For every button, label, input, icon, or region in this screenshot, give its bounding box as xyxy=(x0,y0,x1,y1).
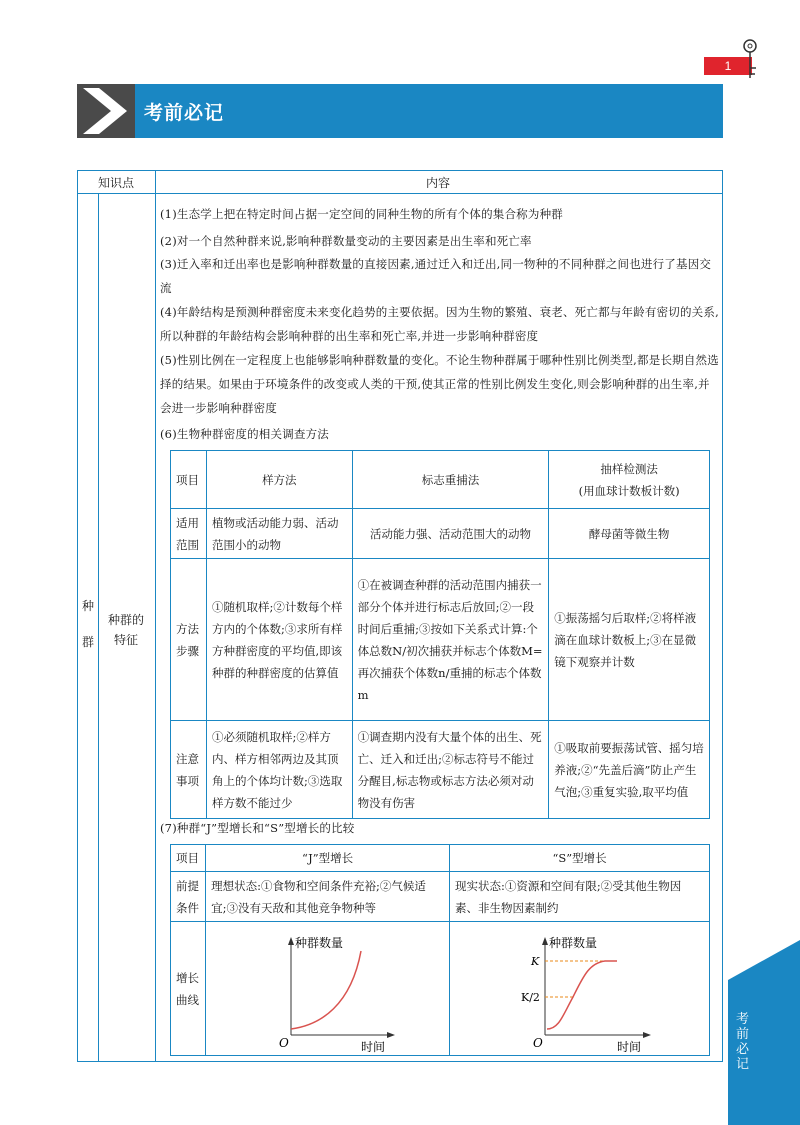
survey-cell-mark: ①调查期内没有大量个体的出生、死亡、迁入和迁出;②标志符号不能过分醒目,标志物或标志方法必须对动物没有伤害 xyxy=(352,721,549,819)
header-divider xyxy=(77,193,723,194)
chevron-right-icon xyxy=(77,84,135,138)
survey-row-label: 适用范围 xyxy=(171,509,207,559)
table-row xyxy=(171,872,710,922)
growth-comparison-table xyxy=(170,844,710,1056)
growth-header-j: “J”型增长 xyxy=(206,845,450,872)
s-origin: O xyxy=(533,1035,543,1050)
banner-title: 考前必记 xyxy=(144,102,225,124)
paragraph-5: (5)性别比例在一定程度上也能够影响种群数量的变化。不论生物种群属于哪种性别比例类型,都是长期自然选择的结果。如果由于环境条件的改变或人类的干预,使其正常的性别比例发生变化,则会影响种群的出生率,并会进一步影响种群密度 xyxy=(160,353,719,415)
s-curve-line xyxy=(547,961,617,1029)
survey-row-label: 注意事项 xyxy=(171,721,207,819)
growth-header-s: “S”型增长 xyxy=(450,845,710,872)
survey-cell-quadrat: 植物或活动能力弱、活动范围小的动物 xyxy=(206,509,352,559)
paragraph-2: (2)对一个自然种群来说,影响种群数量变动的主要因素是出生率和死亡率 xyxy=(160,234,532,248)
survey-cell-sample: ①振荡摇匀后取样;②将样液滴在血球计数板上;③在显微镜下观察并计数 xyxy=(549,559,710,721)
j-curve-line xyxy=(291,951,361,1029)
j-curve-cell xyxy=(206,922,450,1056)
survey-row-label: 方法步骤 xyxy=(171,559,207,721)
growth-cell-premise-s: 现实状态:①资源和空间有限;②受其他生物因素、非生物因素制约 xyxy=(450,872,710,922)
survey-header-quadrat: 样方法 xyxy=(206,451,352,509)
survey-cell-mark: 活动能力强、活动范围大的动物 xyxy=(352,509,549,559)
header-content: 内容 xyxy=(426,176,451,190)
growth-header-item: 项目 xyxy=(171,845,206,872)
survey-cell-sample: ①吸取前要振荡试管、摇匀培养液;②“先盖后滴”防止产生气泡;③重复实验,取平均值 xyxy=(549,721,710,819)
table-row xyxy=(171,451,710,509)
table-row xyxy=(171,721,710,819)
s-k-label: K xyxy=(531,954,540,968)
s-xlabel: 时间 xyxy=(617,1039,642,1053)
survey-header-mark-recapture: 标志重捕法 xyxy=(352,451,549,509)
category-col-divider xyxy=(98,193,99,1062)
s-curve-graph xyxy=(455,925,703,1053)
paragraph-3: (3)迁入率和迁出率也是影响种群数量的直接因素,通过迁入和迁出,同一物种的不同种群之间也进行了基因交流 xyxy=(160,257,712,295)
s-curve-cell xyxy=(450,922,710,1056)
survey-cell-sample: 酵母菌等微生物 xyxy=(549,509,710,559)
header-col-divider xyxy=(155,170,156,193)
table-row xyxy=(171,845,710,872)
paragraph-1: (1)生态学上把在特定时间占据一定空间的同种生物的所有个体的集合称为种群 xyxy=(160,207,563,221)
topic-label: 种群的特征 xyxy=(107,613,144,647)
j-ylabel: 种群数量 xyxy=(295,935,344,950)
header-knowledge-point: 知识点 xyxy=(98,176,135,190)
survey-methods-table xyxy=(170,450,710,819)
key-icon xyxy=(738,38,768,82)
j-origin: O xyxy=(279,1035,289,1050)
survey-cell-mark: ①在被调查种群的活动范围内捕获一部分个体并进行标志后放回;②一段时间后重捕;③按如下关系式计算:个体总数N/初次捕获并标志个体数M=再次捕获个体数n/重捕的标志个体数m xyxy=(352,559,549,721)
table-row xyxy=(171,559,710,721)
j-xlabel: 时间 xyxy=(361,1039,386,1053)
growth-row-label: 前提条件 xyxy=(171,872,206,922)
survey-header-item: 项目 xyxy=(171,451,207,509)
j-curve-graph xyxy=(211,925,443,1053)
survey-cell-quadrat: ①随机取样;②计数每个样方内的个体数;③求所有样方种群密度的平均值,即该种群的种群密度的估算值 xyxy=(206,559,352,721)
s-k2-label: K/2 xyxy=(521,990,540,1004)
paragraph-4: (4)年龄结构是预测种群密度未来变化趋势的主要依据。因为生物的繁殖、衰老、死亡都与年龄有密切的关系,所以种群的年龄结构会影响种群的出生率和死亡率,并进一步影响种群密度 xyxy=(160,305,719,343)
survey-header-sampling-note: (用血球计数板计数) xyxy=(578,483,680,498)
table-row xyxy=(171,509,710,559)
survey-header-sampling-title: 抽样检测法 xyxy=(600,461,658,476)
topic-col-divider xyxy=(155,193,156,1062)
page-number: 1 xyxy=(704,57,752,75)
table-row xyxy=(171,922,710,1056)
category-char-2: 群 xyxy=(81,635,94,649)
growth-cell-premise-j: 理想状态:①食物和空间条件充裕;②气候适宜;③没有天敌和其他竞争物种等 xyxy=(206,872,450,922)
side-tab-label: 考前必记 xyxy=(736,1012,750,1072)
s-ylabel: 种群数量 xyxy=(549,935,598,950)
survey-header-sampling xyxy=(549,451,710,509)
paragraph-6: (6)生物种群密度的相关调查方法 xyxy=(160,427,329,441)
survey-cell-quadrat: ①必须随机取样;②样方内、样方相邻两边及其顶角上的个体均计数;③选取样方数不能过少 xyxy=(206,721,352,819)
growth-row-label: 增长曲线 xyxy=(171,922,206,1056)
category-char-1: 种 xyxy=(81,599,94,613)
growth-title: (7)种群“J”型增长和“S”型增长的比较 xyxy=(160,821,355,835)
